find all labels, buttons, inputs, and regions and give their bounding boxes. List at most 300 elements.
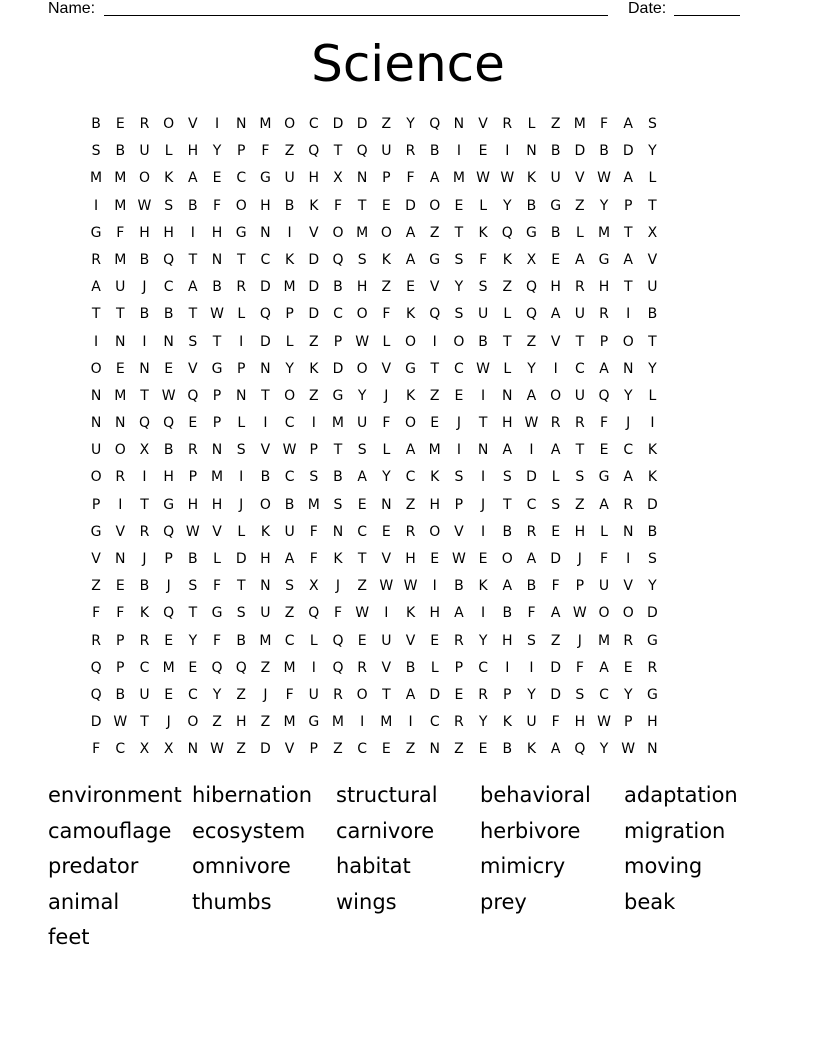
grid-letter: H xyxy=(260,551,271,567)
grid-letter: E xyxy=(406,279,415,296)
grid-letter: A xyxy=(526,551,537,567)
grid-letter: S xyxy=(164,197,174,214)
grid-letter: F xyxy=(479,251,488,268)
grid-letter: V xyxy=(188,116,198,132)
grid-letter: N xyxy=(332,523,344,540)
grid-letter: V xyxy=(647,251,658,268)
word-list-item: ecosystem xyxy=(192,818,306,843)
grid-letter: L xyxy=(479,197,487,214)
grid-letter: T xyxy=(503,496,512,513)
grid-letter: B xyxy=(478,333,488,350)
grid-letter: X xyxy=(647,224,658,241)
word-list-item: hibernation xyxy=(192,783,313,807)
grid-letter: H xyxy=(211,224,223,241)
name-blank-line xyxy=(104,15,608,16)
grid-letter: Z xyxy=(550,116,561,132)
grid-letter: J xyxy=(577,551,582,567)
grid-letter: X xyxy=(139,442,150,459)
grid-letter: Z xyxy=(381,116,392,132)
grid-letter: H xyxy=(502,415,513,432)
grid-letter: Z xyxy=(502,279,513,296)
grid-letter: W xyxy=(113,714,128,731)
grid-letter: Q xyxy=(308,143,320,160)
grid-letter: T xyxy=(236,251,246,268)
grid-letter: L xyxy=(382,333,391,350)
grid-letter: W xyxy=(137,197,152,214)
grid-letter: N xyxy=(477,442,489,459)
grid-letter: N xyxy=(381,496,392,513)
grid-letter: F xyxy=(527,605,536,622)
grid-letter: O xyxy=(356,360,368,377)
grid-letter: H xyxy=(598,279,610,296)
grid-letter: E xyxy=(430,551,440,567)
grid-letter: B xyxy=(212,279,222,296)
grid-letter: X xyxy=(139,741,150,758)
grid-letter: Y xyxy=(212,686,222,703)
grid-letter: E xyxy=(115,360,125,377)
grid-letter: E xyxy=(454,197,464,214)
grid-letter: M xyxy=(283,714,296,731)
grid-letter: M xyxy=(210,469,224,486)
grid-letter: A xyxy=(599,659,609,676)
grid-letter: E xyxy=(430,415,440,432)
grid-letter: O xyxy=(138,170,150,187)
grid-letter: K xyxy=(164,170,174,187)
grid-letter: I xyxy=(626,551,631,567)
grid-letter: R xyxy=(623,496,634,513)
grid-row xyxy=(84,304,665,331)
grid-letter: J xyxy=(384,387,389,404)
grid-letter: M xyxy=(259,116,272,132)
grid-letter: B xyxy=(188,551,198,567)
grid-letter: A xyxy=(550,442,561,459)
grid-letter: V xyxy=(91,551,101,567)
grid-letter: A xyxy=(188,279,198,296)
grid-letter: I xyxy=(432,578,437,595)
grid-letter: K xyxy=(285,251,295,268)
grid-letter: U xyxy=(574,387,585,404)
grid-letter: D xyxy=(405,197,416,214)
grid-letter: B xyxy=(429,143,440,160)
grid-letter: V xyxy=(381,551,392,567)
grid-letter: N xyxy=(356,170,368,187)
grid-letter: S xyxy=(575,469,585,486)
grid-letter: U xyxy=(647,279,658,296)
grid-row xyxy=(84,685,665,712)
grid-letter: T xyxy=(188,605,198,622)
grid-letter: I xyxy=(311,415,316,432)
grid-letter: S xyxy=(188,333,198,350)
grid-letter: Q xyxy=(138,415,150,432)
grid-letter: R xyxy=(502,116,513,132)
grid-letter: Q xyxy=(429,116,441,132)
grid-letter: I xyxy=(142,333,147,350)
grid-letter: L xyxy=(503,306,512,323)
grid-letter: W xyxy=(210,306,224,323)
grid-letter: N xyxy=(429,741,440,758)
grid-letter: Y xyxy=(648,578,657,595)
grid-letter: I xyxy=(481,523,486,540)
grid-row xyxy=(84,603,665,630)
grid-letter: C xyxy=(115,741,126,758)
grid-letter: E xyxy=(599,442,609,459)
grid-letter: F xyxy=(382,306,391,323)
grid-letter: E xyxy=(478,741,488,758)
grid-letter: V xyxy=(212,523,222,540)
grid-letter: R xyxy=(139,116,150,132)
grid-row xyxy=(84,359,665,386)
grid-letter: A xyxy=(405,224,416,241)
grid-letter: O xyxy=(259,496,271,513)
grid-letter: W xyxy=(500,170,515,187)
grid-letter: P xyxy=(333,333,343,350)
grid-letter: L xyxy=(164,143,173,160)
grid-letter: S xyxy=(357,251,367,268)
grid-letter: I xyxy=(432,333,437,350)
grid-letter: Z xyxy=(236,741,247,758)
grid-letter: W xyxy=(355,333,370,350)
grid-letter: C xyxy=(454,360,464,377)
grid-letter: Q xyxy=(308,605,320,622)
grid-letter: B xyxy=(550,224,561,241)
grid-letter: P xyxy=(623,714,633,731)
grid-letter: M xyxy=(307,496,320,513)
grid-letter: G xyxy=(259,170,271,187)
grid-letter: R xyxy=(91,632,101,649)
grid-letter: D xyxy=(429,686,441,703)
grid-letter: M xyxy=(356,224,369,241)
letter-grid xyxy=(84,114,665,767)
grid-letter: C xyxy=(357,523,368,540)
grid-letter: Z xyxy=(526,333,537,350)
grid-letter: F xyxy=(406,170,415,187)
grid-letter: K xyxy=(647,442,657,459)
grid-letter: V xyxy=(405,632,416,649)
grid-letter: B xyxy=(163,442,174,459)
grid-letter: F xyxy=(213,578,222,595)
grid-letter: R xyxy=(454,714,464,731)
grid-letter: C xyxy=(139,659,150,676)
grid-letter: T xyxy=(91,306,101,323)
grid-letter: D xyxy=(550,686,562,703)
grid-letter: H xyxy=(211,496,223,513)
grid-row xyxy=(84,739,665,766)
grid-letter: C xyxy=(308,116,319,132)
grid-letter: Q xyxy=(356,143,368,160)
grid-letter: E xyxy=(164,686,174,703)
word-list-item: animal xyxy=(48,889,120,914)
grid-letter: G xyxy=(90,224,102,241)
grid-letter: N xyxy=(115,333,126,350)
grid-letter: C xyxy=(187,686,198,703)
grid-letter: D xyxy=(550,551,562,567)
grid-letter: Y xyxy=(285,360,294,377)
grid-letter: Z xyxy=(284,143,295,160)
grid-letter: G xyxy=(90,523,102,540)
grid-letter: B xyxy=(526,578,537,595)
grid-letter: Z xyxy=(381,279,392,296)
grid-letter: W xyxy=(210,741,224,758)
grid-letter: E xyxy=(381,741,391,758)
grid-letter: D xyxy=(356,116,368,132)
grid-letter: M xyxy=(331,415,345,432)
grid-letter: R xyxy=(236,279,247,296)
grid-letter: C xyxy=(599,686,609,703)
grid-letter: B xyxy=(647,523,658,540)
grid-letter: V xyxy=(454,523,464,540)
grid-row xyxy=(84,712,665,739)
word-list-item: behavioral xyxy=(480,783,591,807)
grid-letter: L xyxy=(237,523,246,540)
grid-letter: F xyxy=(285,686,294,703)
grid-letter: K xyxy=(526,170,537,187)
grid-letter: I xyxy=(384,605,389,622)
word-list-item: adaptation xyxy=(624,783,738,807)
grid-letter: Z xyxy=(236,686,247,703)
grid-letter: I xyxy=(142,469,147,486)
grid-letter: T xyxy=(648,333,657,350)
grid-letter: Q xyxy=(90,659,102,676)
grid-letter: A xyxy=(91,279,101,296)
grid-letter: W xyxy=(572,605,587,622)
grid-letter: A xyxy=(502,578,513,595)
grid-letter: O xyxy=(501,551,513,567)
grid-letter: L xyxy=(382,442,391,459)
grid-letter: M xyxy=(114,251,127,268)
grid-letter: Q xyxy=(525,306,537,323)
grid-letter: N xyxy=(115,415,126,432)
grid-letter: G xyxy=(550,197,562,214)
grid-letter: J xyxy=(263,686,268,703)
grid-letter: E xyxy=(478,551,488,567)
grid-letter: R xyxy=(647,659,658,676)
grid-letter: H xyxy=(260,197,271,214)
grid-letter: I xyxy=(94,197,99,214)
grid-letter: O xyxy=(235,197,247,214)
grid-letter: P xyxy=(454,659,464,676)
grid-letter: L xyxy=(237,415,246,432)
grid-letter: U xyxy=(598,578,610,595)
grid-letter: V xyxy=(381,360,392,377)
grid-letter: E xyxy=(623,659,633,676)
grid-letter: W xyxy=(597,170,611,187)
grid-letter: O xyxy=(429,197,441,214)
grid-letter: M xyxy=(162,659,175,676)
grid-letter: N xyxy=(260,360,271,377)
grid-letter: O xyxy=(90,360,102,377)
grid-letter: A xyxy=(405,442,416,459)
grid-letter: O xyxy=(187,714,199,731)
grid-letter: T xyxy=(357,551,367,567)
grid-letter: O xyxy=(90,469,102,486)
grid-letter: V xyxy=(623,578,633,595)
grid-letter: Y xyxy=(527,360,536,377)
grid-letter: Y xyxy=(503,197,512,214)
grid-letter: A xyxy=(526,387,537,404)
grid-letter: X xyxy=(333,170,343,187)
grid-letter: N xyxy=(211,442,223,459)
grid-letter: D xyxy=(260,741,271,758)
grid-row xyxy=(84,168,665,195)
grid-letter: V xyxy=(115,523,126,540)
grid-letter: B xyxy=(284,496,295,513)
grid-letter: L xyxy=(285,333,294,350)
grid-letter: B xyxy=(454,578,464,595)
grid-letter: H xyxy=(356,279,368,296)
grid-letter: T xyxy=(236,578,246,595)
grid-letter: G xyxy=(526,224,537,241)
name-label: Name: xyxy=(48,0,96,17)
grid-letter: A xyxy=(188,170,198,187)
grid-letter: I xyxy=(626,306,631,323)
word-list-item: omnivore xyxy=(192,854,291,878)
grid-letter: S xyxy=(333,496,343,513)
grid-letter: P xyxy=(309,741,318,758)
grid-letter: S xyxy=(575,686,585,703)
grid-letter: H xyxy=(235,714,247,731)
grid-letter: I xyxy=(360,714,365,731)
grid-letter: U xyxy=(260,605,271,622)
grid-letter: I xyxy=(481,605,486,622)
grid-letter: I xyxy=(311,659,316,676)
grid-letter: I xyxy=(287,224,292,241)
grid-letter: H xyxy=(647,714,658,731)
grid-letter: T xyxy=(357,197,367,214)
grid-letter: G xyxy=(405,360,416,377)
grid-letter: Y xyxy=(478,714,488,731)
grid-letter: H xyxy=(163,224,174,241)
grid-letter: E xyxy=(357,496,367,513)
grid-letter: U xyxy=(550,170,561,187)
grid-letter: O xyxy=(380,224,392,241)
grid-letter: H xyxy=(502,632,513,649)
grid-letter: G xyxy=(646,632,658,649)
grid-letter: F xyxy=(261,143,270,160)
grid-letter: N xyxy=(139,360,150,377)
grid-letter: N xyxy=(211,251,223,268)
grid-letter: Z xyxy=(575,197,585,214)
grid-letter: U xyxy=(381,632,392,649)
grid-letter: Z xyxy=(454,741,464,758)
grid-letter: B xyxy=(502,523,513,540)
grid-letter: R xyxy=(574,279,585,296)
grid-letter: B xyxy=(91,116,101,132)
grid-letter: P xyxy=(503,686,512,703)
grid-letter: T xyxy=(575,442,585,459)
grid-letter: M xyxy=(331,714,345,731)
grid-letter: T xyxy=(478,415,488,432)
grid-letter: D xyxy=(647,496,658,513)
grid-row xyxy=(84,440,665,467)
grid-letter: S xyxy=(357,442,367,459)
grid-letter: R xyxy=(91,251,101,268)
grid-letter: D xyxy=(260,333,271,350)
grid-letter: U xyxy=(357,415,368,432)
grid-letter: U xyxy=(477,306,489,323)
grid-letter: V xyxy=(260,442,271,459)
grid-letter: P xyxy=(575,578,585,595)
grid-letter: A xyxy=(550,605,561,622)
grid-letter: K xyxy=(647,469,657,486)
grid-letter: B xyxy=(188,197,198,214)
grid-letter: M xyxy=(114,387,127,404)
grid-letter: L xyxy=(309,632,318,649)
grid-letter: F xyxy=(116,605,125,622)
grid-letter: H xyxy=(574,523,586,540)
grid-letter: B xyxy=(405,659,416,676)
grid-letter: P xyxy=(116,659,125,676)
grid-letter: S xyxy=(454,306,464,323)
grid-letter: N xyxy=(453,116,465,132)
grid-letter: N xyxy=(647,741,658,758)
word-list-item: moving xyxy=(624,854,703,878)
grid-letter: N xyxy=(622,360,634,377)
grid-letter: V xyxy=(550,333,561,350)
grid-letter: F xyxy=(92,605,101,622)
grid-letter: P xyxy=(116,632,125,649)
grid-row xyxy=(84,223,665,250)
grid-letter: C xyxy=(284,415,295,432)
word-list-item: predator xyxy=(48,854,139,878)
grid-letter: I xyxy=(456,143,461,160)
grid-letter: A xyxy=(405,686,416,703)
grid-letter: J xyxy=(456,415,461,432)
date-blank-line xyxy=(674,15,740,16)
grid-letter: K xyxy=(430,469,440,486)
grid-letter: B xyxy=(260,469,271,486)
grid-letter: D xyxy=(308,251,320,268)
grid-letter: T xyxy=(188,306,198,323)
grid-letter: Y xyxy=(599,741,609,758)
grid-letter: P xyxy=(188,469,198,486)
word-list-item: beak xyxy=(624,889,676,914)
grid-letter: F xyxy=(309,523,318,540)
grid-letter: S xyxy=(478,279,488,296)
grid-row xyxy=(84,658,665,685)
grid-letter: N xyxy=(235,387,247,404)
grid-letter: Y xyxy=(212,143,222,160)
grid-letter: F xyxy=(600,551,609,567)
grid-letter: F xyxy=(213,197,222,214)
grid-letter: C xyxy=(260,251,271,268)
grid-letter: E xyxy=(454,686,464,703)
grid-letter: I xyxy=(239,333,244,350)
grid-letter: L xyxy=(648,170,657,187)
grid-letter: J xyxy=(166,578,171,595)
grid-letter: P xyxy=(382,170,391,187)
grid-letter: L xyxy=(551,469,560,486)
grid-letter: W xyxy=(621,741,636,758)
grid-letter: E xyxy=(357,632,367,649)
grid-letter: A xyxy=(284,551,295,567)
grid-letter: C xyxy=(236,170,247,187)
grid-letter: M xyxy=(428,442,441,459)
grid-letter: Q xyxy=(332,659,344,676)
grid-letter: I xyxy=(456,442,461,459)
grid-letter: W xyxy=(185,523,200,540)
grid-letter: I xyxy=(481,469,486,486)
grid-letter: B xyxy=(550,143,561,160)
grid-letter: O xyxy=(356,306,368,323)
header xyxy=(48,0,768,22)
grid-letter: Q xyxy=(163,523,175,540)
grid-letter: V xyxy=(308,224,319,241)
grid-letter: O xyxy=(405,333,417,350)
grid-letter: F xyxy=(600,116,609,132)
grid-letter: Y xyxy=(188,632,198,649)
grid-letter: L xyxy=(648,387,657,404)
grid-letter: H xyxy=(405,551,416,567)
